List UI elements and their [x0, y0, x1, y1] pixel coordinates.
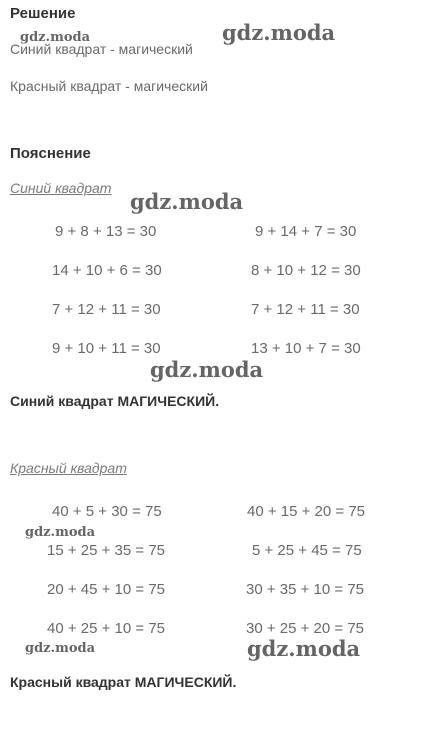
red-equation: 30 + 25 + 20 = 75 — [246, 620, 365, 637]
blue-equation: 13 + 10 + 7 = 30 — [251, 340, 361, 357]
red-equation: 40 + 5 + 30 = 75 — [52, 503, 162, 520]
blue-equation: 14 + 10 + 6 = 30 — [52, 262, 162, 279]
solution-line-red: Красный квадрат - магический — [10, 78, 208, 94]
blue-square-subheading: Синий квадрат — [10, 180, 112, 196]
blue-square-conclusion: Синий квадрат МАГИЧЕСКИЙ. — [10, 393, 220, 409]
watermark: gdz.moda — [130, 189, 244, 214]
solution-heading: Решение — [10, 5, 76, 22]
blue-equation: 7 + 12 + 11 = 30 — [251, 301, 360, 318]
watermark: gdz.moda — [25, 525, 96, 540]
explanation-heading: Пояснение — [10, 145, 91, 162]
red-equation: 15 + 25 + 35 = 75 — [47, 542, 166, 559]
blue-equation: 7 + 12 + 11 = 30 — [52, 301, 161, 318]
red-square-conclusion: Красный квадрат МАГИЧЕСКИЙ. — [10, 674, 237, 690]
red-equation: 30 + 35 + 10 = 75 — [246, 581, 365, 598]
watermark: gdz.moda — [25, 641, 96, 656]
watermark: gdz.moda — [247, 636, 361, 661]
blue-equation: 8 + 10 + 12 = 30 — [251, 262, 361, 279]
red-equation: 20 + 45 + 10 = 75 — [47, 581, 166, 598]
blue-equation: 9 + 10 + 11 = 30 — [52, 340, 161, 357]
blue-equation: 9 + 14 + 7 = 30 — [255, 223, 357, 240]
watermark: gdz.moda — [20, 30, 91, 45]
red-equation: 40 + 15 + 20 = 75 — [247, 503, 366, 520]
red-square-subheading: Красный квадрат — [10, 460, 127, 476]
red-equation: 5 + 25 + 45 = 75 — [252, 542, 362, 559]
blue-equation: 9 + 8 + 13 = 30 — [55, 223, 157, 240]
watermark: gdz.moda — [150, 357, 264, 382]
watermark: gdz.moda — [222, 20, 336, 45]
solution-line-blue: Синий квадрат - магический — [10, 41, 193, 57]
red-equation: 40 + 25 + 10 = 75 — [47, 620, 166, 637]
